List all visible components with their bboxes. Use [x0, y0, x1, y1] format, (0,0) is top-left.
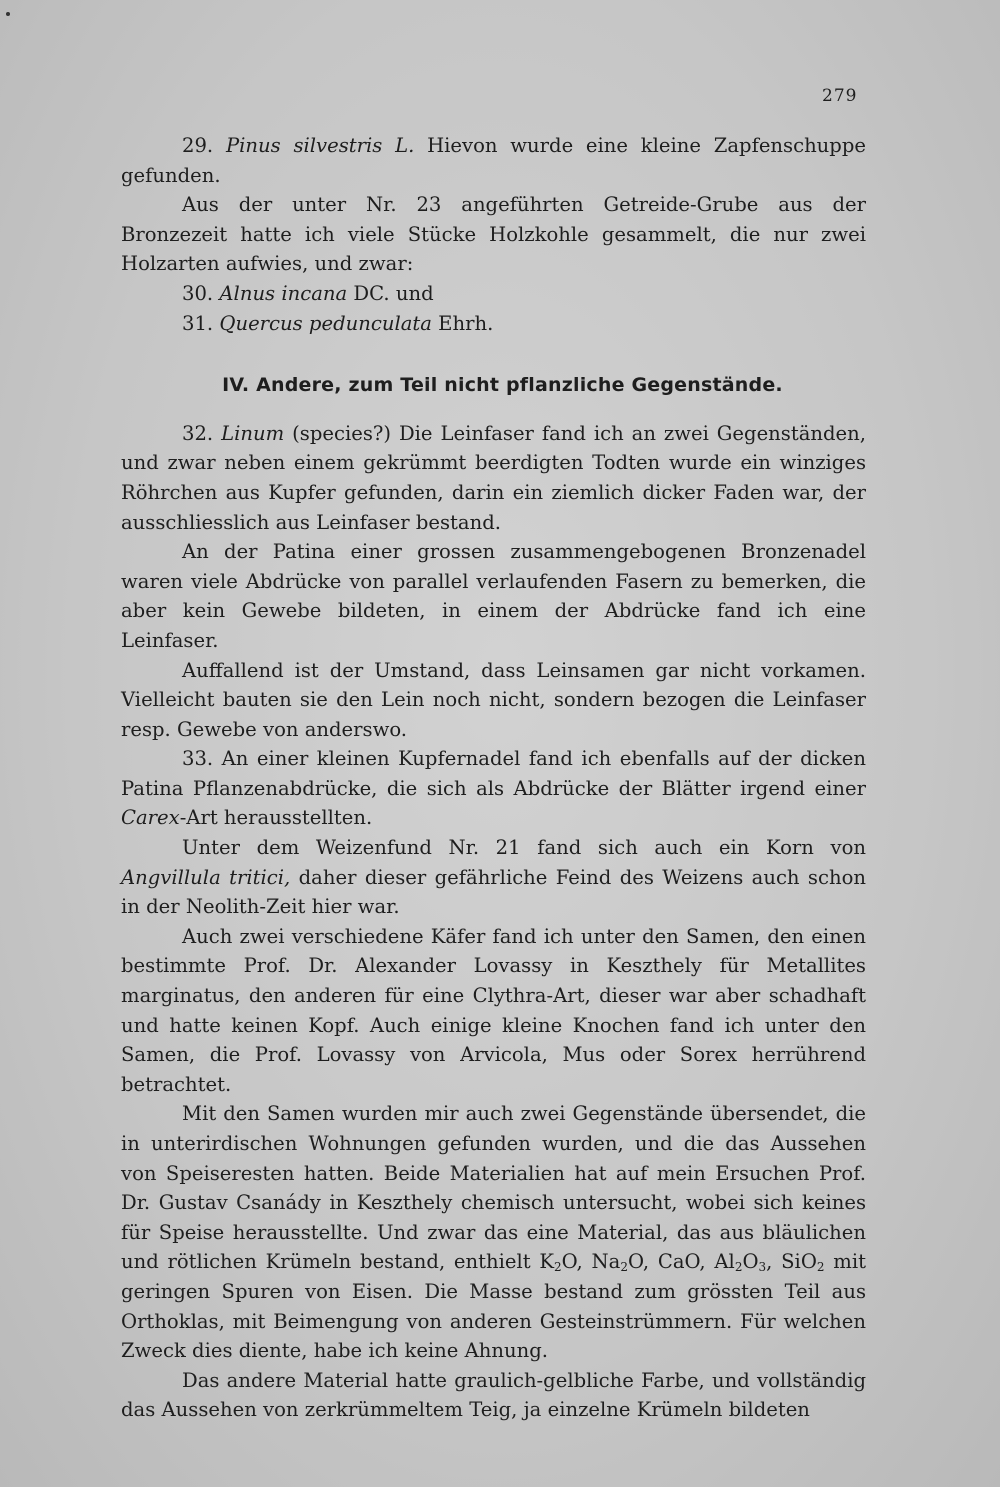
section-heading: IV. Andere, zum Teil nicht pflanzliche Gegenstände.: [222, 374, 783, 397]
paragraph-text: mit geringen Spuren von Eisen. Die Masse bestand zum grössten Teil aus Orthoklas, mit Beimengung von anderen Gesteinstrümmern. Für welchen Zweck dies diente, habe ich keine Ahnung.: [121, 1250, 866, 1363]
subscript: 2: [620, 1260, 628, 1275]
paragraph-charcoal: Aus der unter Nr. 23 angeführten Getreide-Grube aus der Bronzezeit hatte ich viele Stücke Holzkohle gesammelt, die nur zwei Holzarten aufwies, und zwar:: [121, 193, 866, 276]
paragraph-text: O: [742, 1250, 759, 1274]
paragraph-weizen: [121, 833, 866, 922]
paragraph-text: O, Na: [561, 1250, 621, 1274]
ink-dot: [6, 12, 10, 16]
paragraph-text: Hievon wurde eine kleine Zapfenschuppe gefunden.: [121, 134, 866, 187]
paragraph-29: [121, 131, 866, 190]
species-name: Angvillula tritici,: [121, 865, 291, 889]
paragraph-33: [121, 744, 866, 833]
paragraph-32: [121, 419, 866, 537]
page-body: [121, 131, 866, 1425]
item-number: 32.: [182, 421, 214, 445]
species-name: Pinus silvestris L.: [225, 134, 415, 157]
page-number: 279: [822, 86, 858, 106]
paragraph-last: Das andere Material hatte graulich-gelbliche Farbe, und vollständig das Aussehen von zerkrümmeltem Teig, ja einzelne Krümeln bildeten: [121, 1368, 866, 1422]
subscript: 3: [758, 1260, 767, 1275]
item-number: 30.: [182, 281, 214, 305]
paragraph-kaefer: Auch zwei verschiedene Käfer fand ich unter den Samen, den einen bestimmte Prof. Dr. Alexander Lovassy in Keszthely für Metallites marginatus, den anderen für eine Clythra-Art, dieser war aber schadhaft und hatte keinen Kopf. Auch einige kleine Knochen fand ich unter den Samen, die Prof. Lovassy von Arvicola, Mus oder Sorex herrührend betrachtet.: [121, 924, 866, 1096]
item-number: 31.: [182, 311, 214, 335]
paragraph-text: Unter dem Weizenfund Nr. 21 fand sich auch ein Korn von: [182, 836, 866, 860]
paragraph-samen: [121, 1099, 866, 1365]
paragraph-text: 33. An einer kleinen Kupfernadel fand ich ebenfalls auf der dicken Patina Pflanzenabdrücke, die sich als Abdrücke der Blätter irgend einer: [121, 747, 866, 800]
paragraph-text: , SiO: [766, 1250, 817, 1274]
species-name: Linum: [221, 421, 285, 445]
subscript: 2: [553, 1260, 562, 1275]
species-name: Carex: [121, 806, 180, 830]
paragraph-text: Mit den Samen wurden mir auch zwei Gegenstände übersendet, die in unterirdischen Wohnungen gefunden wurden, und die das Aussehen von Speiseresten hatten. Beide Materialien hat auf mein Ersuchen Prof. Dr. Gustav Csanády in Keszthely chemisch untersucht, wobei sich keines für Speise herausstellte. Und zwar das eine Material, das aus bläulichen und rötlichen Krümeln bestand, enthielt K: [121, 1102, 866, 1274]
author-text: DC. und: [347, 281, 434, 305]
paragraph-text: (species?) Die Leinfaser fand ich an zwei Gegenständen, und zwar neben einem gekrümmt beerdigten Todten wurde ein winziges Röhrchen aus Kupfer gefunden, darin ein ziemlich dicker Faden war, der ausschliesslich aus Leinfaser bestand.: [121, 421, 866, 534]
paragraph-patina: An der Patina einer grossen zusammengebogenen Bronzenadel waren viele Abdrücke von parallel verlaufenden Fasern zu bemerken, die aber kein Gewebe bildeten, in einem der Abdrücke fand ich eine Leinfaser.: [121, 540, 866, 652]
paragraph-text-tail: daher dieser gefährliche Feind des Weizens auch schon in der Neolith-Zeit hier war.: [121, 865, 866, 919]
subscript: 2: [816, 1260, 825, 1275]
subscript: 2: [734, 1260, 743, 1275]
paragraph-text-tail: -Art herausstellten.: [179, 806, 373, 830]
item-number: 29.: [182, 134, 214, 157]
species-name: Alnus incana: [219, 281, 348, 305]
paragraph-text: O, CaO, Al: [627, 1250, 735, 1274]
list-item-31: [121, 309, 866, 339]
author-text: Ehrh.: [431, 311, 494, 335]
paragraph-auffallend: Auffallend ist der Umstand, dass Leinsamen gar nicht vorkamen. Vielleicht bauten sie den Lein noch nicht, sondern bezogen die Leinfaser resp. Gewebe von anderswo.: [121, 658, 866, 741]
list-item-30: [121, 279, 866, 309]
species-name: Quercus pedunculata: [219, 311, 432, 335]
